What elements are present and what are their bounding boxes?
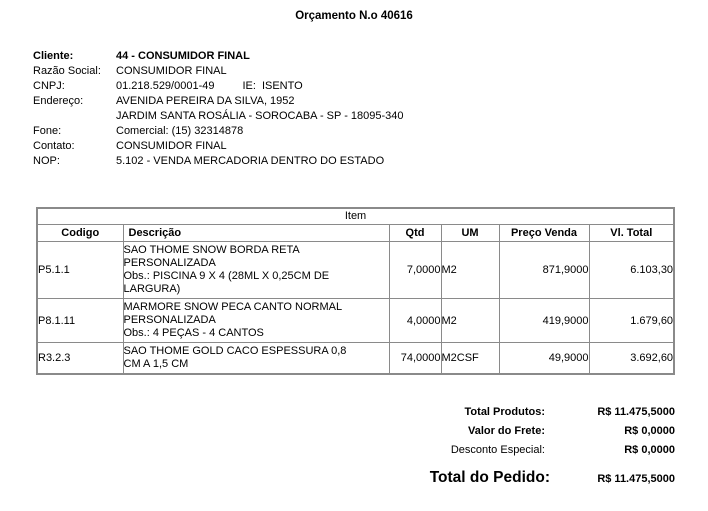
cell-codigo: R3.2.3 — [37, 343, 123, 375]
cell-qtd: 74,0000 — [389, 343, 441, 375]
cell-qtd: 4,0000 — [389, 299, 441, 343]
customer-field-value: CONSUMIDOR FINAL — [116, 65, 227, 77]
cell-um: M2CSF — [441, 343, 499, 375]
customer-field-value: 01.218.529/0001-49 — [116, 80, 215, 92]
customer-row — [33, 49, 593, 64]
customer-field-label: NOP: — [33, 155, 60, 167]
customer-field-label: Fone: — [33, 125, 62, 137]
customer-field-value: JARDIM SANTA ROSÁLIA - SOROCABA - SP - 18095-340 — [116, 110, 404, 122]
descricao-line: Obs.: 4 PEÇAS - 4 CANTOS — [123, 327, 264, 339]
items-table-group-header-row — [37, 208, 674, 225]
customer-info-block — [33, 49, 593, 169]
customer-row — [33, 64, 593, 79]
customer-field-value-ie: ISENTO — [261, 80, 303, 92]
descricao-line: SAO THOME GOLD CACO ESPESSURA 0,8 — [123, 345, 347, 357]
total-row — [415, 406, 675, 425]
totals-block — [415, 406, 675, 495]
descricao-line: MARMORE SNOW PECA CANTO NORMAL — [123, 301, 343, 313]
cell-qtd: 7,0000 — [389, 242, 441, 299]
customer-field-label: CNPJ: — [33, 80, 65, 92]
table-row — [37, 299, 674, 343]
grand-total-row — [415, 469, 675, 495]
cell-descricao — [123, 343, 389, 375]
table-row — [37, 242, 674, 299]
column-header-descricao: Descrição — [123, 225, 389, 242]
page-title: Orçamento N.o 40616 — [295, 10, 413, 22]
customer-field-value: 44 - CONSUMIDOR FINAL — [116, 50, 250, 62]
customer-row — [33, 94, 593, 109]
cell-um: M2 — [441, 242, 499, 299]
descricao-line: PERSONALIZADA — [123, 314, 216, 326]
cell-descricao — [123, 242, 389, 299]
customer-row — [33, 154, 593, 169]
total-row — [415, 444, 675, 463]
table-row — [37, 343, 674, 375]
total-value: R$ 11.475,5000 — [597, 406, 675, 418]
customer-field-value: AVENIDA PEREIRA DA SILVA, 1952 — [116, 95, 295, 107]
customer-field-label: Cliente: — [33, 50, 74, 62]
items-group-header: Item — [37, 208, 674, 225]
descricao-line: PERSONALIZADA — [123, 257, 216, 269]
customer-field-value: 5.102 - VENDA MERCADORIA DENTRO DO ESTADO — [116, 155, 385, 167]
customer-field-label: Contato: — [33, 140, 75, 152]
column-header-um: UM — [441, 225, 499, 242]
total-value: R$ 0,0000 — [624, 444, 675, 456]
descricao-line: SAO THOME SNOW BORDA RETA — [123, 244, 300, 256]
items-table-column-header-row — [37, 225, 674, 242]
items-table-head — [37, 208, 674, 242]
total-label: Valor do Frete: — [467, 425, 545, 437]
column-header-qtd: Qtd — [389, 225, 441, 242]
items-table-body — [37, 242, 674, 375]
customer-row — [33, 139, 593, 154]
descricao-line: Obs.: PISCINA 9 X 4 (28ML X 0,25CM DE — [123, 270, 330, 282]
grand-total-label: Total do Pedido: — [429, 469, 550, 486]
descricao-line: LARGURA) — [123, 283, 181, 295]
cell-preco-venda: 419,9000 — [499, 299, 589, 343]
cell-descricao — [123, 299, 389, 343]
descricao-line: CM A 1,5 CM — [123, 358, 189, 370]
cell-vl-total: 3.692,60 — [589, 343, 674, 375]
customer-field-value: CONSUMIDOR FINAL — [116, 140, 227, 152]
cell-um: M2 — [441, 299, 499, 343]
cell-codigo: P5.1.1 — [37, 242, 123, 299]
customer-field-label: Razão Social: — [33, 65, 101, 77]
column-header-vl-total: Vl. Total — [589, 225, 674, 242]
total-label: Total Produtos: — [464, 406, 545, 418]
cell-preco-venda: 871,9000 — [499, 242, 589, 299]
column-header-preco-venda: Preço Venda — [499, 225, 589, 242]
total-row — [415, 425, 675, 444]
total-value: R$ 0,0000 — [624, 425, 675, 437]
items-table — [36, 207, 675, 375]
customer-row — [33, 124, 593, 139]
cell-vl-total: 6.103,30 — [589, 242, 674, 299]
cell-preco-venda: 49,9000 — [499, 343, 589, 375]
customer-row — [33, 79, 593, 94]
customer-row — [33, 109, 593, 124]
customer-field-value: Comercial: (15) 32314878 — [116, 125, 244, 137]
customer-field-label: Endereço: — [33, 95, 84, 107]
column-header-codigo: Codigo — [37, 225, 123, 242]
total-label: Desconto Especial: — [450, 444, 545, 456]
cell-codigo: P8.1.11 — [37, 299, 123, 343]
cell-vl-total: 1.679,60 — [589, 299, 674, 343]
customer-field-label-ie: IE: — [242, 80, 256, 92]
grand-total-value: R$ 11.475,5000 — [597, 473, 675, 485]
